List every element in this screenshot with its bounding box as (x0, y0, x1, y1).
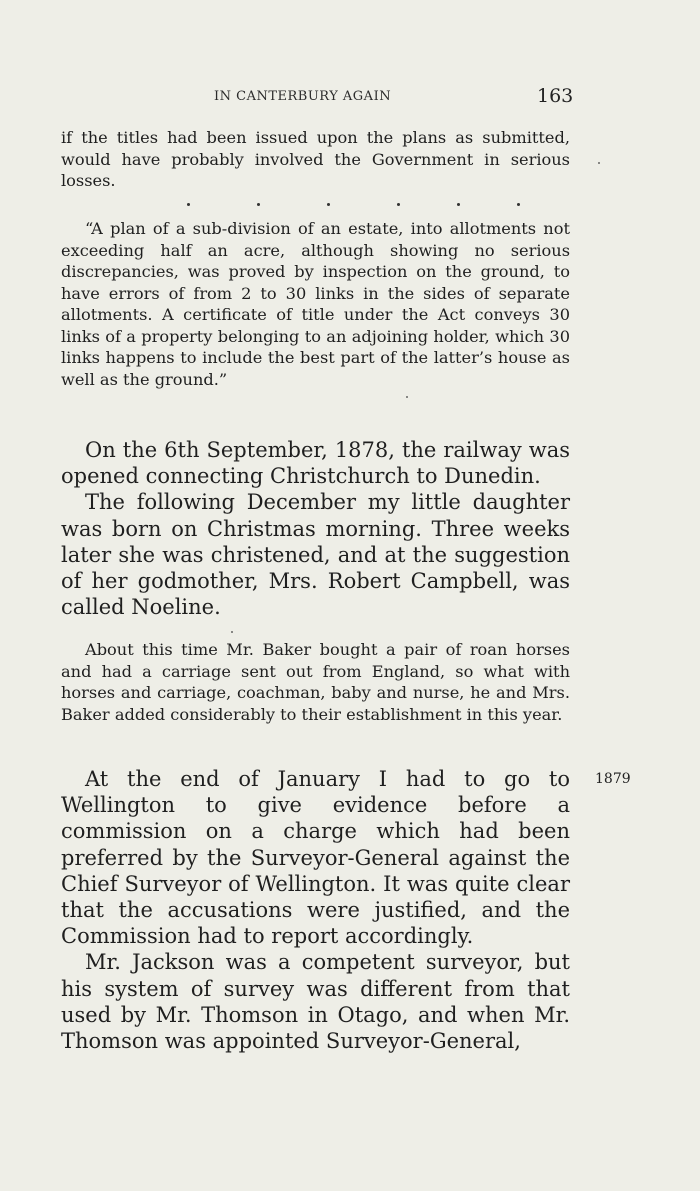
paragraph-continuation (61, 127, 570, 192)
ellipsis-dot (457, 203, 460, 206)
paper-speck (231, 631, 233, 633)
paragraph-3: The following December my little daughter was born on Christmas morning. Three weeks later she was christened, and at the suggestion of her godmother, Mrs. Robert Campbell, was called Noeline. (61, 490, 570, 620)
page-number: 163 (537, 85, 574, 107)
ellipsis-row (61, 203, 570, 215)
paragraph-4: About this time Mr. Baker bought a pair of roan horses and had a carriage sent out from England, so what with horses and carriage, coachman, baby and nurse, he and Mrs. Baker added considerably to their establishment in this year. (61, 640, 570, 724)
block-quote (61, 218, 570, 390)
ellipsis-dot (327, 203, 330, 206)
main-text-2 (61, 766, 570, 1054)
margin-year-note: 1879 (595, 771, 631, 787)
paragraph-2: On the 6th September, 1878, the railway was opened connecting Christchurch to Dunedin. (61, 438, 570, 489)
paragraph-1: if the titles had been issued upon the plans as submitted, would have probably involved the Government in serious losses. (61, 128, 570, 190)
ellipsis-dot (257, 203, 260, 206)
paper-speck (598, 162, 600, 164)
running-head: IN CANTERBURY AGAIN (214, 89, 392, 104)
paragraph-5: At the end of January I had to go to Wellington to give evidence before a commission on a charge which had been preferred by the Surveyor-General against the Chief Surveyor of Wellington. It was quite clear that the accusations were justified, and the Commission had to report accordingly. (61, 767, 570, 949)
paragraph-6: Mr. Jackson was a competent surveyor, but his system of survey was different from that used by Mr. Thomson in Otago, and when Mr. Thomson was appointed Surveyor-General, (61, 950, 570, 1054)
ellipsis-dot (517, 203, 520, 206)
small-print-paragraph (61, 639, 570, 725)
main-text-1 (61, 437, 570, 620)
quote-paragraph: “A plan of a sub-division of an estate, into allotments not exceeding half an acre, although showing no serious discrepancies, was proved by inspection on the ground, to have errors of from 2 to 30 links in the sides of separate allotments. A certificate of title under the Act conveys 30 links of a property belonging to an adjoining holder, which 30 links happens to include the best part of the latter’s house as well as the ground.” (61, 219, 570, 389)
paper-speck (406, 396, 408, 398)
ellipsis-dot (397, 203, 400, 206)
ellipsis-dot (187, 203, 190, 206)
